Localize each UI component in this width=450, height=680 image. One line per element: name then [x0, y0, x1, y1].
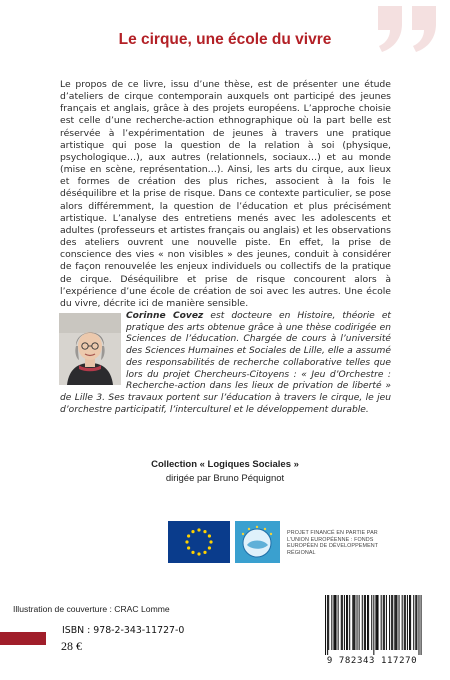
red-band — [0, 632, 46, 645]
barcode-bar — [386, 595, 387, 650]
barcode-bar — [368, 595, 369, 650]
author-bio-text: est docteure en Histoire, théorie et pratique des arts obtenue grâce à une thèse codirigée en Sciences de l’éducation. Chargée de cours à l’université des Sciences Humaines et Sociales de Lille, elle a assumé des responsabilités de recherche collaborative telles que lors du projet Chercheurs-Citoyens : « Jeu d’Orchestre : Recherche-action dans les lieux de privation de liberté » de Lille 3. Ses travaux portent sur l’éducation à travers le cirque, le jeu d’orchestre participatif, l’interculturel et le développement durable. — [60, 311, 391, 415]
collection-title: Collection « Logiques Sociales » — [151, 459, 299, 470]
barcode-bar — [362, 595, 363, 650]
barcode-bar — [396, 595, 397, 650]
illustration-credit: Illustration de couverture : CRAC Lomme — [13, 604, 170, 614]
barcode-bar — [338, 595, 339, 650]
barcode-bar — [359, 595, 360, 650]
barcode-bar — [328, 595, 329, 650]
barcode-bar — [392, 595, 393, 650]
barcode-bar — [331, 595, 332, 650]
barcode-bar — [334, 595, 335, 650]
barcode-bar — [407, 595, 408, 650]
barcode-bar — [395, 595, 396, 650]
isbn: ISBN : 978-2-343-11727-0 — [62, 625, 185, 636]
back-cover-blurb: Le propos de ce livre, issu d’une thèse, est de présenter une étude d’ateliers de cirque contemporain auxquels ont participé des jeunes français et anglais, grâce à des projets européens. L’approche choisie est celle d’une recherche-action ethnographique où la part belle est réservée à l’expérimentation de jeunes à travers une pratique artistique qui pose la question de la relation à soi (physique, psychologique…), aux autres (relationnels, sociaux…) et au monde (mise en scène, représentation…). Ainsi, les arts du cirque, aux lieux et formes de création des plus riches, associent à la fois le déséquilibre et la prise de risque. Dans ce contexte particulier, se pose alors différemment, la question de l’éducation et plus précisément artistique. L’analyse des entretiens menés avec les adolescents et adultes (professeurs et artistes français ou anglais) et les observations des ateliers ouvrent une nouvelle piste. En effet, la prise de conscience des vies « non visibles » des jeunes, conduit à considérer de façon renouvelée les enjeux individuels ou collectifs de la pratique de cirque. Déséquilibre et prise de risque concourent alors à l’expérience d’une école de création de soi avec les autres. Une école du vivre, décrite ici de manière sensible. — [60, 79, 391, 309]
barcode-number: 9 782343 117270 — [326, 656, 418, 666]
barcode-bar — [402, 595, 403, 650]
barcode-bar — [364, 595, 365, 650]
barcode-bar — [371, 595, 372, 650]
barcode-bar — [344, 595, 345, 650]
barcode-bar — [413, 595, 414, 650]
barcode-bar — [399, 595, 400, 650]
barcode-bar — [365, 595, 366, 650]
barcode-bar — [421, 595, 422, 655]
barcode-bar — [367, 595, 368, 650]
barcode-bar — [405, 595, 406, 650]
barcode-bar — [384, 595, 385, 650]
barcode-bar — [342, 595, 343, 650]
barcode-bar — [349, 595, 350, 650]
barcode-bar — [341, 595, 342, 650]
barcode-bar — [357, 595, 358, 650]
eu-funding-text: PROJET FINANCÉ EN PARTIE PAR L’UNION EUROPÉENNE : FONDS EUROPÉEN DE DÉVELOPPEMENT RÉGIONAL — [287, 530, 379, 556]
barcode-bar — [373, 595, 374, 655]
barcode-bar — [418, 595, 419, 655]
barcode-bar — [353, 595, 354, 650]
barcode-bar — [394, 595, 395, 650]
barcode-bar — [336, 595, 337, 650]
barcode-bar — [352, 595, 353, 650]
barcode-bar — [333, 595, 334, 650]
barcode-bar — [381, 595, 382, 650]
price: 28 € — [61, 639, 82, 653]
barcode-bar — [409, 595, 410, 650]
barcode-bar — [376, 595, 377, 650]
author-name: Corinne Covez — [126, 311, 204, 321]
photo-spacer — [60, 311, 126, 383]
barcode-bar — [404, 595, 405, 650]
barcode-bar — [391, 595, 392, 650]
eu-flag-logo — [168, 521, 230, 563]
barcode-bar — [325, 595, 326, 655]
barcode-bar — [375, 595, 376, 650]
book-title: Le cirque, une école du vivre — [118, 31, 332, 48]
barcode-bar — [347, 595, 348, 650]
barcode-bar — [410, 595, 411, 650]
barcode-bar — [354, 595, 355, 650]
barcode-bar — [378, 595, 379, 650]
partner-logo — [235, 521, 280, 563]
barcode-bar — [416, 595, 417, 650]
barcode-bar — [389, 595, 390, 650]
barcode-bar — [346, 595, 347, 650]
collection-director: dirigée par Bruno Péquignot — [165, 473, 285, 484]
author-bio — [60, 311, 391, 416]
barcode-bar — [383, 595, 384, 650]
barcode-bar — [415, 595, 416, 650]
barcode-bar — [327, 595, 328, 655]
